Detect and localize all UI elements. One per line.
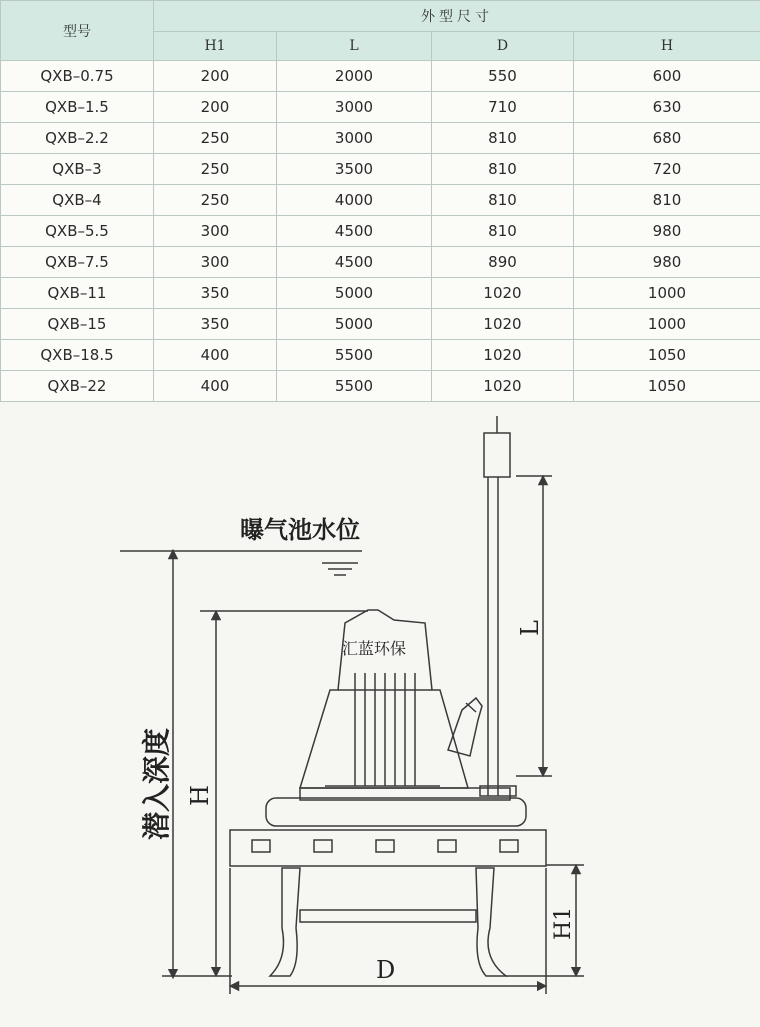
cell-model: QXB–5.5 [1, 216, 154, 247]
spec-table [0, 0, 760, 402]
h-label: H [186, 785, 214, 806]
cell-d: 890 [432, 247, 574, 278]
cell-l: 2000 [277, 61, 432, 92]
cell-h1: 250 [154, 185, 277, 216]
cell-l: 3000 [277, 92, 432, 123]
cell-h: 680 [574, 123, 760, 154]
cell-h: 1050 [574, 371, 760, 402]
motor-flange [266, 788, 526, 826]
d-label: D [376, 956, 396, 984]
header-h1: H1 [154, 32, 277, 61]
h1-label: H1 [551, 906, 576, 940]
cell-h1: 250 [154, 123, 277, 154]
water-level-symbol [322, 563, 358, 575]
header-model: 型号 [1, 1, 154, 61]
cell-model: QXB–3 [1, 154, 154, 185]
cell-model: QXB–4 [1, 185, 154, 216]
cell-l: 5500 [277, 371, 432, 402]
cell-model: QXB–7.5 [1, 247, 154, 278]
cell-model: QXB–22 [1, 371, 154, 402]
header-dimensions: 外型尺寸 [154, 1, 760, 32]
motor-housing [300, 610, 468, 788]
cell-h: 1000 [574, 278, 760, 309]
cell-d: 810 [432, 216, 574, 247]
cell-h: 630 [574, 92, 760, 123]
header-d: D [432, 32, 574, 61]
cell-l: 4000 [277, 185, 432, 216]
table-row [1, 309, 760, 340]
cell-l: 3500 [277, 154, 432, 185]
cell-model: QXB–18.5 [1, 340, 154, 371]
table-row [1, 216, 760, 247]
cell-d: 1020 [432, 278, 574, 309]
cell-h1: 300 [154, 247, 277, 278]
table-row [1, 61, 760, 92]
table-row [1, 185, 760, 216]
cell-model: QXB–2.2 [1, 123, 154, 154]
cell-model: QXB–1.5 [1, 92, 154, 123]
table-row [1, 371, 760, 402]
cell-h1: 400 [154, 371, 277, 402]
header-h: H [574, 32, 760, 61]
cell-d: 1020 [432, 340, 574, 371]
aerator-drawing [0, 398, 760, 1027]
cell-l: 5500 [277, 340, 432, 371]
air-pipe [480, 416, 516, 796]
cell-h: 980 [574, 247, 760, 278]
cell-h1: 250 [154, 154, 277, 185]
mounting-frame [230, 830, 546, 976]
table-row [1, 340, 760, 371]
cell-h1: 200 [154, 92, 277, 123]
cell-l: 3000 [277, 123, 432, 154]
depth-label: 潜入深度 [140, 727, 173, 840]
cell-d: 710 [432, 92, 574, 123]
cell-model: QXB–11 [1, 278, 154, 309]
brand-label: 汇蓝环保 [342, 639, 407, 658]
cell-l: 4500 [277, 216, 432, 247]
l-label: L [516, 620, 544, 636]
cell-d: 810 [432, 123, 574, 154]
table-row [1, 92, 760, 123]
cell-d: 1020 [432, 309, 574, 340]
cell-h1: 400 [154, 340, 277, 371]
cell-h: 980 [574, 216, 760, 247]
cell-h: 1000 [574, 309, 760, 340]
cell-l: 4500 [277, 247, 432, 278]
cell-l: 5000 [277, 309, 432, 340]
cell-d: 810 [432, 154, 574, 185]
cell-h: 720 [574, 154, 760, 185]
cell-d: 550 [432, 61, 574, 92]
cell-d: 810 [432, 185, 574, 216]
table-row [1, 247, 760, 278]
cell-model: QXB–0.75 [1, 61, 154, 92]
table-row [1, 123, 760, 154]
cell-l: 5000 [277, 278, 432, 309]
cell-h1: 350 [154, 278, 277, 309]
cell-h: 600 [574, 61, 760, 92]
cell-h: 1050 [574, 340, 760, 371]
cell-d: 1020 [432, 371, 574, 402]
aerator-diagram [0, 398, 760, 1027]
water-level-label: 曝气池水位 [240, 516, 360, 544]
header-l: L [277, 32, 432, 61]
cell-model: QXB–15 [1, 309, 154, 340]
cell-h1: 300 [154, 216, 277, 247]
cell-h1: 350 [154, 309, 277, 340]
cell-h1: 200 [154, 61, 277, 92]
cell-h: 810 [574, 185, 760, 216]
table-row [1, 278, 760, 309]
table-row [1, 154, 760, 185]
air-inlet-nozzle [448, 698, 482, 756]
